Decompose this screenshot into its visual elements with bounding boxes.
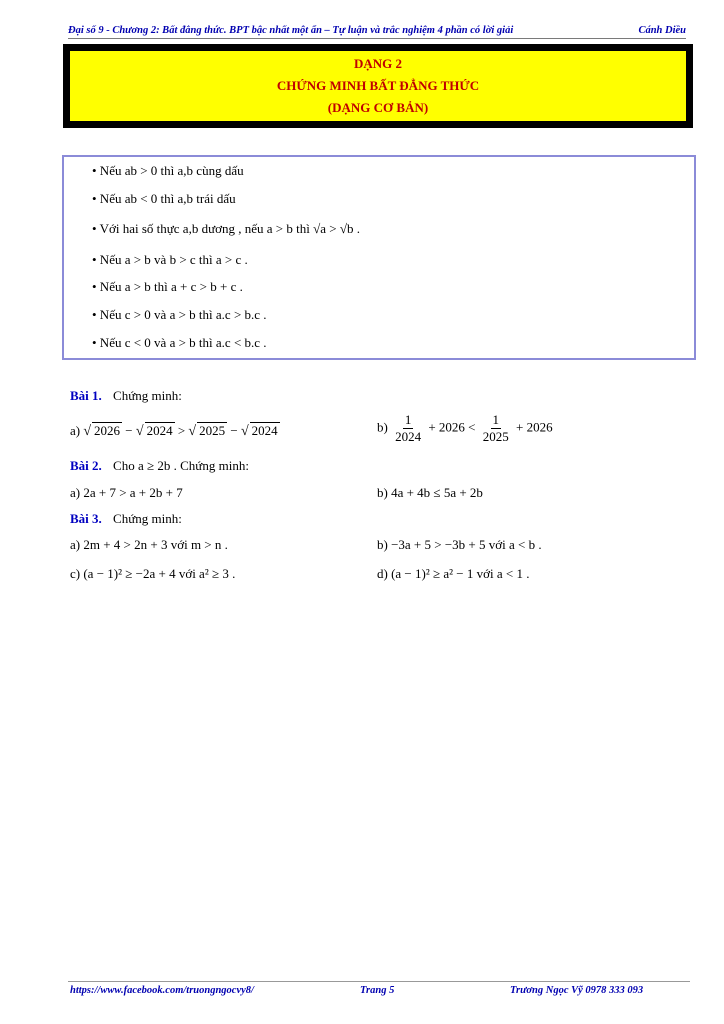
bai1-b-prefix: b): [377, 419, 388, 435]
radicand: 2024: [251, 423, 278, 438]
page-number: Trang 5: [360, 985, 395, 996]
radicand: 2025: [199, 423, 226, 438]
bai1-heading: [70, 388, 182, 404]
denominator: 2025: [482, 429, 509, 444]
bai3-c: c) (a − 1)² ≥ −2a + 4 với a² ≥ 3 .: [70, 566, 236, 581]
theory-box: [62, 155, 696, 360]
title-line-3: (DẠNG CƠ BẢN): [327, 100, 429, 115]
theory-line: • Nếu c > 0 và a > b thì a.c > b.c .: [92, 307, 267, 322]
bai2-a: a) 2a + 7 > a + 2b + 7: [70, 485, 183, 500]
bai1-b-end: + 2026: [516, 419, 553, 435]
bai1-b: [377, 412, 553, 445]
numerator: 1: [404, 412, 412, 427]
header-right: Cánh Diều: [638, 25, 686, 36]
bai3-b: b) −3a + 5 > −3b + 5 với a < b .: [377, 537, 542, 552]
theory-line: • Nếu ab < 0 thì a,b trái dấu: [92, 191, 236, 206]
fraction: [393, 412, 423, 445]
page-header: [68, 25, 686, 39]
bai3-heading: [70, 511, 182, 527]
title-line-1: DẠNG 2: [353, 56, 403, 71]
bai1-b-mid: + 2026 <: [428, 419, 476, 435]
bai3-text: Chứng minh:: [113, 511, 182, 526]
bai1-label: Bài 1.: [70, 388, 102, 403]
radicand: 2024: [146, 423, 173, 438]
bai1-text: Chứng minh:: [113, 388, 182, 403]
bai3-label: Bài 3.: [70, 511, 102, 526]
title-line-2: CHỨNG MINH BẤT ĐẲNG THỨC: [276, 78, 480, 93]
numerator: 1: [492, 412, 500, 427]
title-box: [63, 44, 693, 128]
bai2-b: b) 4a + 4b ≤ 5a + 2b: [377, 485, 483, 500]
footer-link[interactable]: https://www.facebook.com/truongngocvy8/: [70, 985, 254, 996]
footer-author: Trương Ngọc Vỹ 0978 333 093: [510, 985, 644, 996]
bai2-heading: [70, 458, 249, 474]
bai2-text: Cho a ≥ 2b . Chứng minh:: [113, 458, 249, 473]
bai1-a: a) √ 2026 − √ 2024 > √ 2025 − √ 2024: [70, 423, 278, 439]
header-left: Đại số 9 - Chương 2: Bất đẳng thức. BPT bậc nhất một ẩn – Tự luận và trắc nghiệm 4 phần có lời giải: [68, 25, 514, 36]
theory-line: • Nếu a > b và b > c thì a > c .: [92, 252, 248, 267]
theory-line: • Với hai số thực a,b dương , nếu a > b thì √a > √b .: [92, 221, 360, 236]
denominator: 2024: [395, 429, 422, 444]
bai2-label: Bài 2.: [70, 458, 102, 473]
bai3-a: a) 2m + 4 > 2n + 3 với m > n .: [70, 537, 228, 552]
bai3-d: d) (a − 1)² ≥ a² − 1 với a < 1 .: [377, 566, 530, 581]
theory-line: • Nếu a > b thì a + c > b + c .: [92, 279, 243, 294]
title-inner: [69, 50, 687, 122]
fraction: [481, 412, 511, 445]
bai1-a-prefix: a): [70, 423, 81, 438]
theory-line: • Nếu ab > 0 thì a,b cùng dấu: [92, 163, 244, 178]
footer-divider: [68, 981, 690, 982]
theory-line: • Nếu c < 0 và a > b thì a.c < b.c .: [92, 335, 267, 350]
radicand: 2026: [94, 423, 121, 438]
